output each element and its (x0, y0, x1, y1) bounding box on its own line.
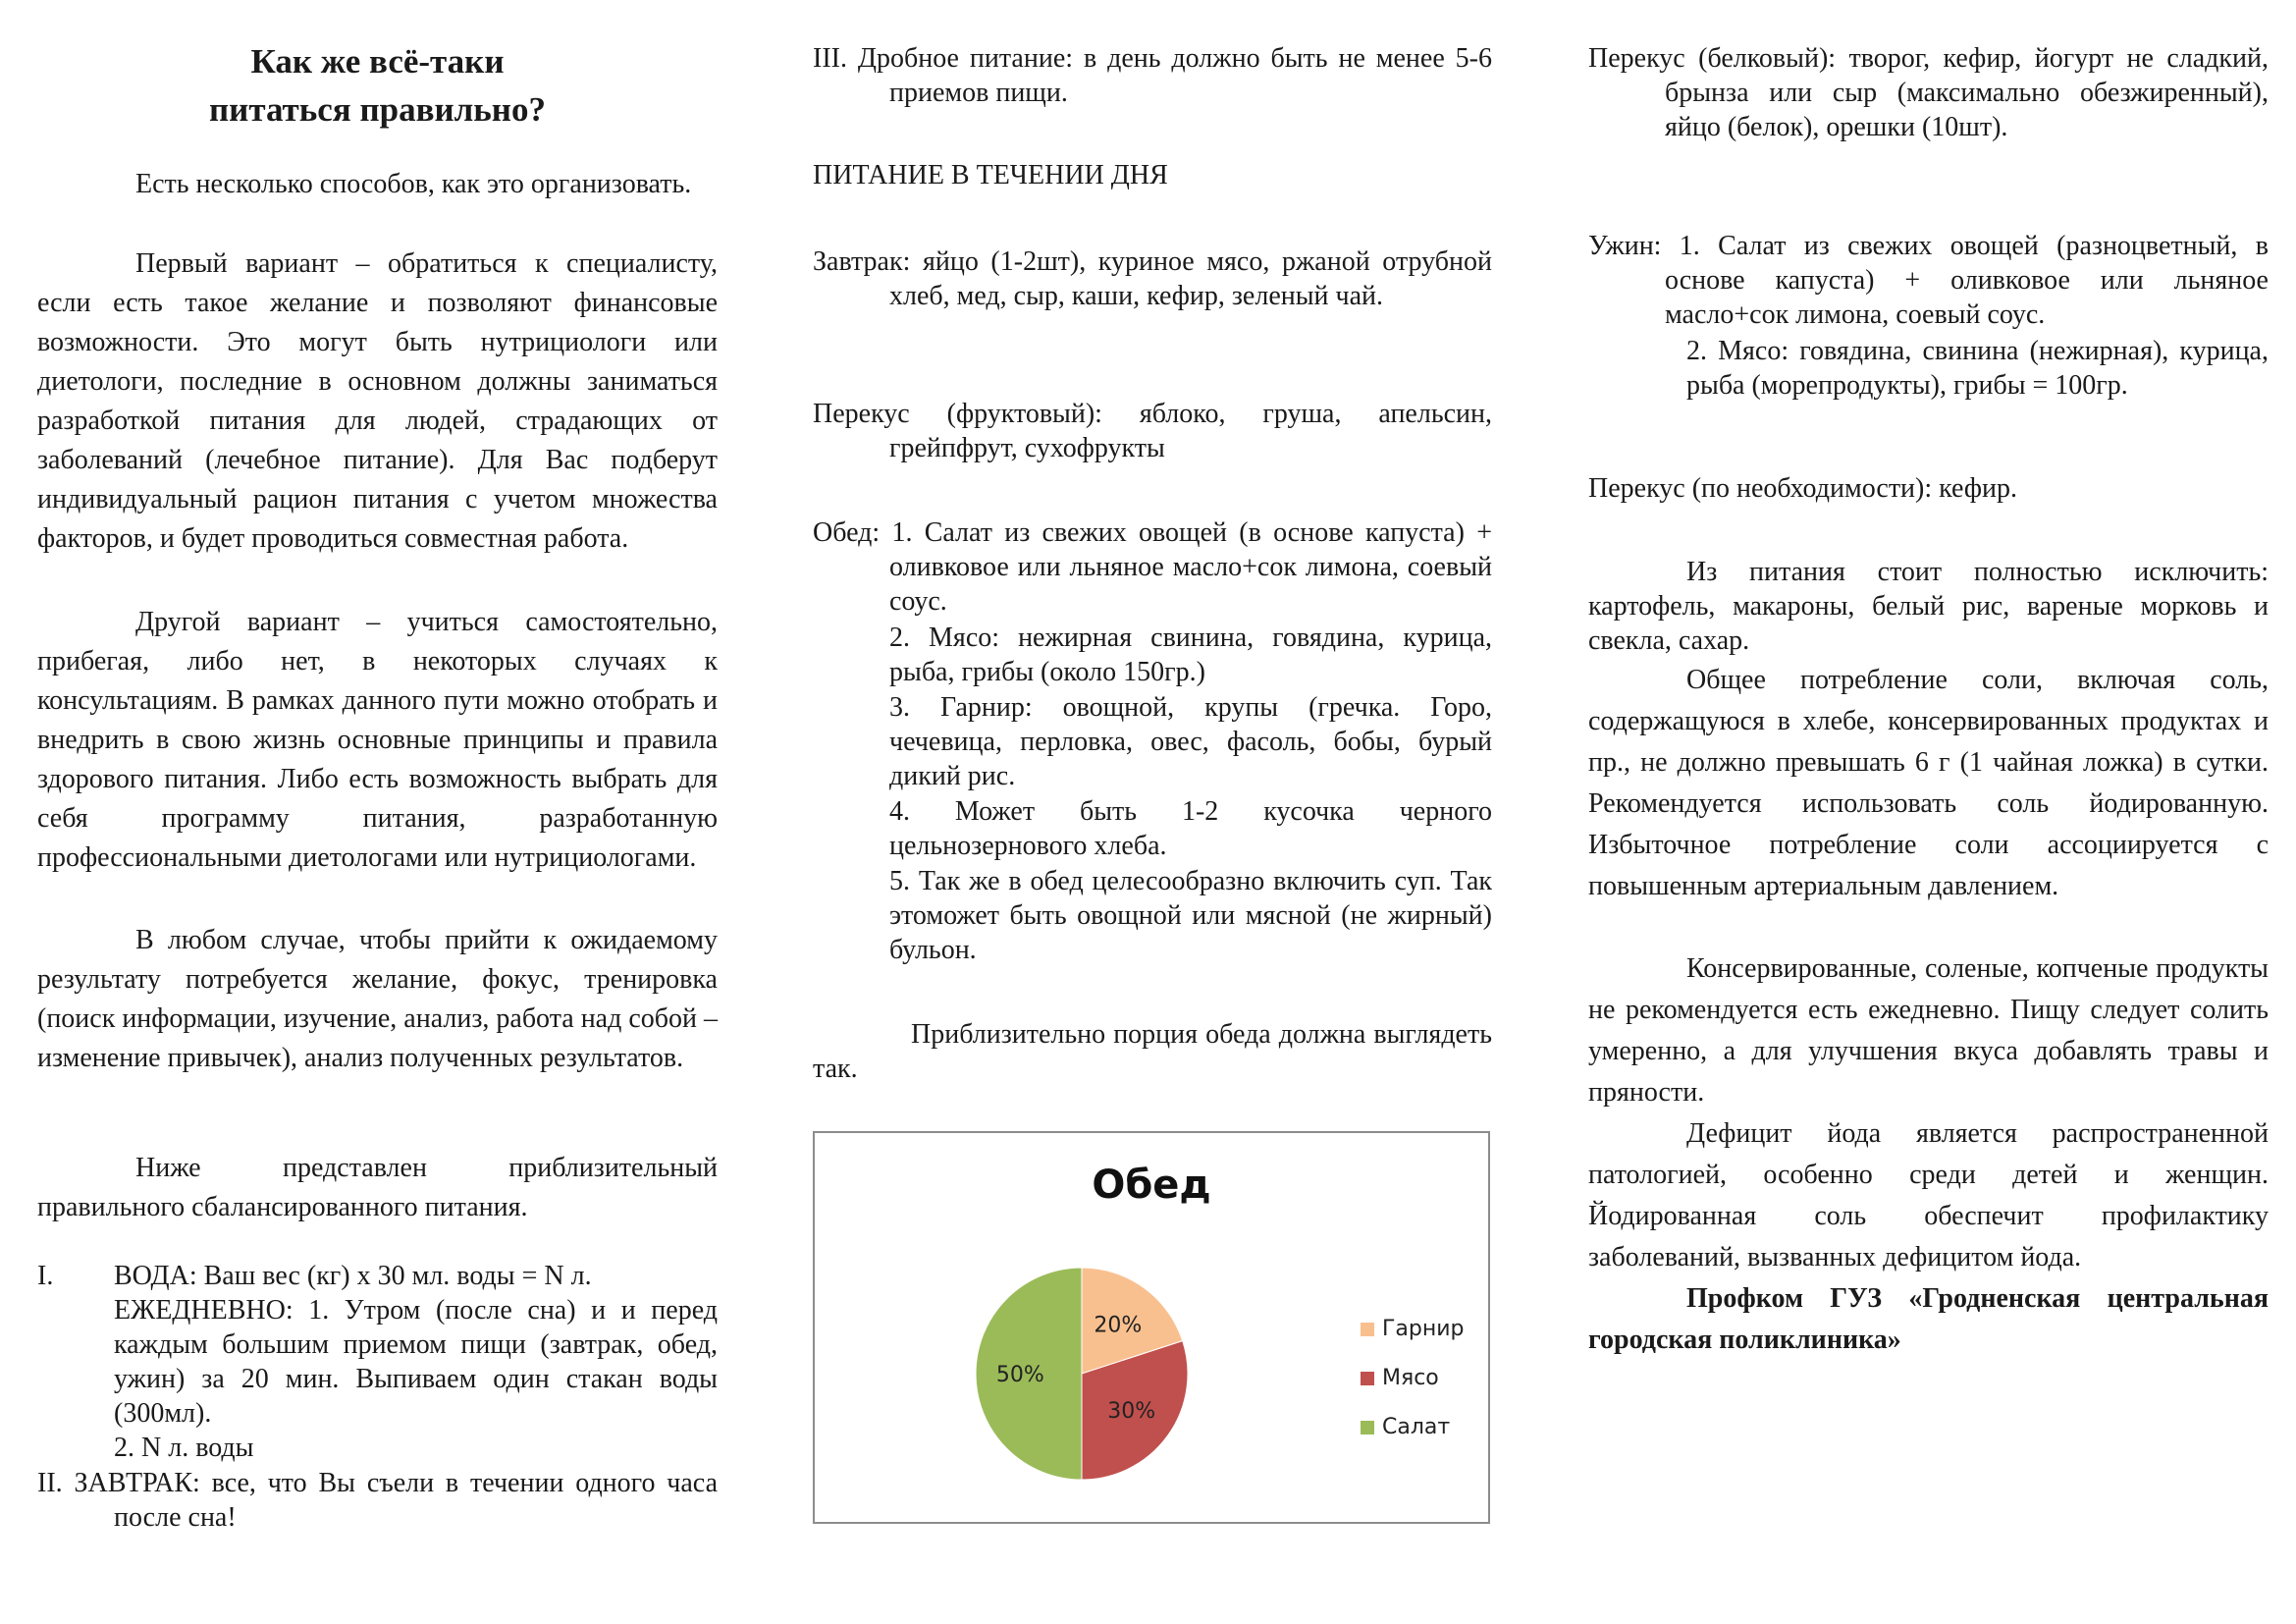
water-amount: 2. N л. воды (114, 1433, 254, 1463)
legend-swatch (1361, 1372, 1374, 1385)
legend-swatch (1361, 1323, 1374, 1336)
legend-swatch (1361, 1421, 1374, 1435)
pie-data-label: 50% (995, 1363, 1044, 1387)
fruit-snack-text: Перекус (фруктовый): яблоко, груша, апельсин, грейпфрут, сухофрукты (813, 399, 1492, 463)
breakfast-text: Завтрак: яйцо (1-2шт), куриное мясо, ржаной отрубной хлеб, мед, сыр, каши, кефир, зеленый чай. (813, 246, 1492, 311)
lunch-pie-chart (813, 1131, 1490, 1524)
page-title (37, 37, 718, 134)
chart-legend (1361, 1305, 1465, 1452)
legend-label: Мясо (1382, 1366, 1439, 1391)
lunch-item-4: 4. Может быть 1-2 кусочка черного цельнозернового хлеба. (889, 796, 1492, 861)
list-item-fractional: III. Дробное питание: в день должно быть не менее 5-6 приемов пищи. (813, 43, 1492, 108)
lunch-item-2: 2. Мясо: нежирная свинина, говядина, курица, рыба, грибы (около 150гр.) (889, 623, 1492, 687)
paragraph-first-option: Первый вариант – обратиться к специалисту, если есть такое желание и позволяют финансовые возможности. Это могут быть нутрициологи или диетологи, последние в основном должны заниматься разработкой питания для людей, страдающих от заболеваний (лечебное питание). Для Вас подберут индивидуальный рацион питания с учетом множества факторов, и будет проводиться совместная работа. (37, 248, 718, 554)
paragraph-intro: Есть несколько способов, как это организовать. (135, 169, 692, 199)
pie-data-label: 30% (1107, 1398, 1156, 1424)
legend-item (1361, 1403, 1465, 1452)
paragraph-second-option: Другой вариант – учиться самостоятельно, прибегая, либо нет, в некоторых случаях к консультациям. В рамках данного пути можно отобрать и внедрить в свою жизнь основные принципы и правила здорового питания. Либо есть возможность выбрать для себя программу питания, разработанную профессиональными диетологами или нутрициологами. (37, 607, 718, 873)
protein-snack-text: Перекус (белковый): творог, кефир, йогурт не сладкий, брынза или сыр (максимально обезжиренный), яйцо (белок), орешки (10шт). (1588, 43, 2269, 142)
chart-title: Обед (1092, 1163, 1211, 1208)
list-item-water (37, 1259, 718, 1465)
lunch-item-3: 3. Гарнир: овощной, крупы (гречка. Горо, чечевица, перловка, овес, фасоль, бобы, бурый дикий рис. (889, 692, 1492, 791)
canned-paragraph: Консервированные, соленые, копченые продукты не рекомендуется есть ежедневно. Пищу следует солить умеренно, а для улучшения вкуса добавлять травы и пряности. (1588, 953, 2269, 1108)
water-formula: ВОДА: Ваш вес (кг) х 30 мл. воды = N л. (114, 1261, 592, 1291)
pie-data-label: 20% (1094, 1313, 1143, 1338)
signature: Профком ГУЗ «Гродненская центральная городская поликлиника» (1588, 1283, 2269, 1355)
legend-label: Салат (1382, 1415, 1451, 1440)
exclude-paragraph: Из питания стоит полностью исключить: картофель, макароны, белый рис, вареные морковь и свекла, сахар. (1588, 557, 2269, 656)
paragraph-any-case: В любом случае, чтобы прийти к ожидаемому результату потребуется желание, фокус, тренировка (поиск информации, изучение, анализ, работа над собой – изменение привычек), анализ полученных результатов. (37, 925, 719, 1073)
paragraph-below: Ниже представлен приблизительный правильного сбалансированного питания. (37, 1153, 718, 1222)
legend-item (1361, 1354, 1465, 1403)
dinner-item-1: Ужин: 1. Салат из свежих овощей (разноцветный, в основе капуста) + оливковое или льняное масло+сок лимона, соевый соус. (1588, 231, 2269, 330)
lunch-item-1: Обед: 1. Салат из свежих овощей (в основе капуста) + оливковое или льняное масло+сок лимона, соевый соус. (813, 517, 1492, 617)
list-item-breakfast: II. ЗАВТРАК: все, что Вы съели в течении одного часа после сна! (37, 1468, 718, 1533)
legend-label: Гарнир (1382, 1317, 1465, 1342)
title-line-1: Как же всё-таки (250, 42, 505, 81)
lunch-item-5: 5. Так же в обед целесообразно включить суп. Так этоможет быть овощной или мясной (не жирный) бульон. (889, 866, 1492, 965)
portion-text: Приблизительно порция обеда должна выглядеть так. (813, 1019, 1492, 1084)
section-heading: ПИТАНИЕ В ТЕЧЕНИИ ДНЯ (813, 160, 1168, 190)
legend-item (1361, 1305, 1465, 1354)
list-item-label: I. (37, 1261, 54, 1291)
water-daily: ЕЖЕДНЕВНО: 1. Утром (после сна) и и перед каждым большим приемом пищи (завтрак, обед, ужин) за 20 мин. Выпиваем один стакан воды (300мл). (114, 1295, 718, 1429)
iodine-paragraph: Дефицит йода является распространенной патологией, особенно среди детей и женщин. Йодированная соль обеспечит профилактику заболеваний, вызванных дефицитом йода. (1588, 1118, 2269, 1272)
dinner-item-2: 2. Мясо: говядина, свинина (нежирная), курица, рыба (морепродукты), грибы = 100гр. (1686, 336, 2269, 401)
title-line-2: питаться правильно? (209, 90, 546, 129)
optional-snack-text: Перекус (по необходимости): кефир. (1588, 473, 2017, 504)
salt-paragraph: Общее потребление соли, включая соль, содержащуюся в хлебе, консервированных продуктах и пр., не должно превышать 6 г (1 чайная ложка) в сутки. Рекомендуется использовать соль йодированную. Избыточное потребление соли ассоциируется с повышенным артериальным давлением. (1588, 665, 2269, 901)
